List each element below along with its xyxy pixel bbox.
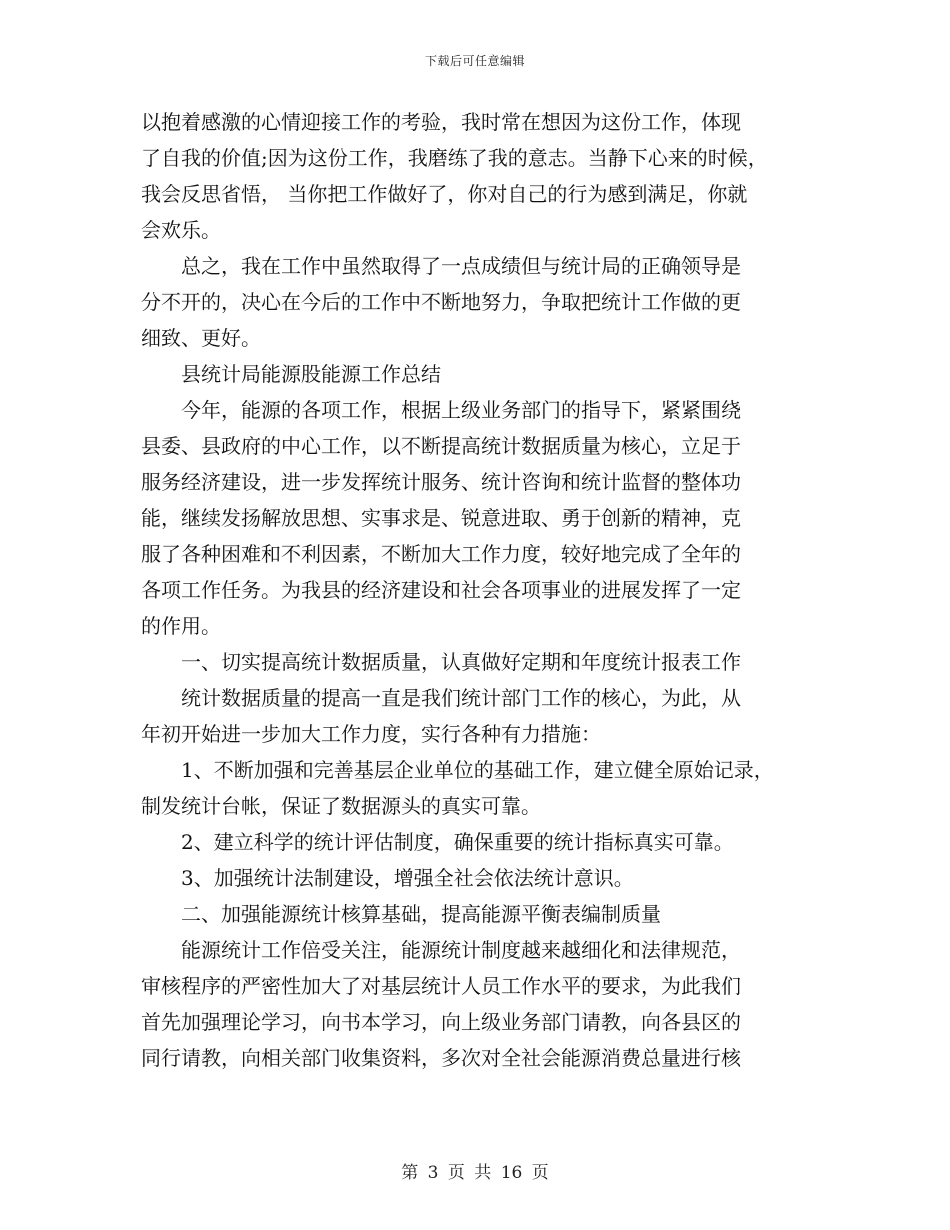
list-item-1: 1、不断加强和完善基层企业单位的基础工作，建立健全原始记录， 制发统计台帐，保证了数据源头的真实可靠。 xyxy=(141,758,774,818)
paragraph-gratitude: 以抱着感激的心情迎接工作的考验，我时常在想因为这份工作，体现 了自我的价值;因为这份工作，我磨练了我的意志。当静下心来的时候， 我会反思省悟， 当你把工作做好了，你对自己的行为感到满足，你就 会欢乐。 xyxy=(141,110,768,242)
document-body xyxy=(141,104,821,1076)
list-item-3: 3、加强统计法制建设，增强全社会依法统计意识。 xyxy=(141,866,634,890)
page-footer: 第 3 页 共 16 页 xyxy=(401,1163,549,1183)
page-header: 下载后可任意编辑 xyxy=(424,54,525,68)
heading-one: 一、切实提高统计数据质量，认真做好定期和年度统计报表工作 xyxy=(141,650,741,674)
list-item-2: 2、建立科学的统计评估制度，确保重要的统计指标真实可靠。 xyxy=(141,830,734,854)
section-title: 县统计局能源股能源工作总结 xyxy=(141,362,441,386)
heading-two: 二、加强能源统计核算基础，提高能源平衡表编制质量 xyxy=(141,902,661,926)
paragraph-summary: 总之，我在工作中虽然取得了一点成绩但与统计局的正确领导是 分不开的，决心在今后的工作中不断地努力，争取把统计工作做的更 细致、更好。 xyxy=(141,254,741,350)
paragraph-data-quality: 统计数据质量的提高一直是我们统计部门工作的核心，为此，从 年初开始进一步加大工作力度，实行各种有力措施： xyxy=(141,686,741,746)
paragraph-energy-stats: 能源统计工作倍受关注，能源统计制度越来越细化和法律规范， 审核程序的严密性加大了对基层统计人员工作水平的要求，为此我们 首先加强理论学习，向书本学习，向上级业务部门请教，向各县区的 同行请教，向相关部门收集资料，多次对全社会能源消费总量进行核 xyxy=(141,938,741,1070)
paragraph-intro: 今年，能源的各项工作，根据上级业务部门的指导下，紧紧围绕 县委、县政府的中心工作，以不断提高统计数据质量为核心，立足于 服务经济建设，进一步发挥统计服务、统计咨询和统计监督的整体功 能，继续发扬解放思想、实事求是、锐意进取、勇于创新的精神，克 服了各种困难和不利因素，不断加大工作力度，较好地完成了全年的 各项工作任务。为我县的经济建设和社会各项事业的进展发挥了一定 的作用。 xyxy=(141,398,741,638)
